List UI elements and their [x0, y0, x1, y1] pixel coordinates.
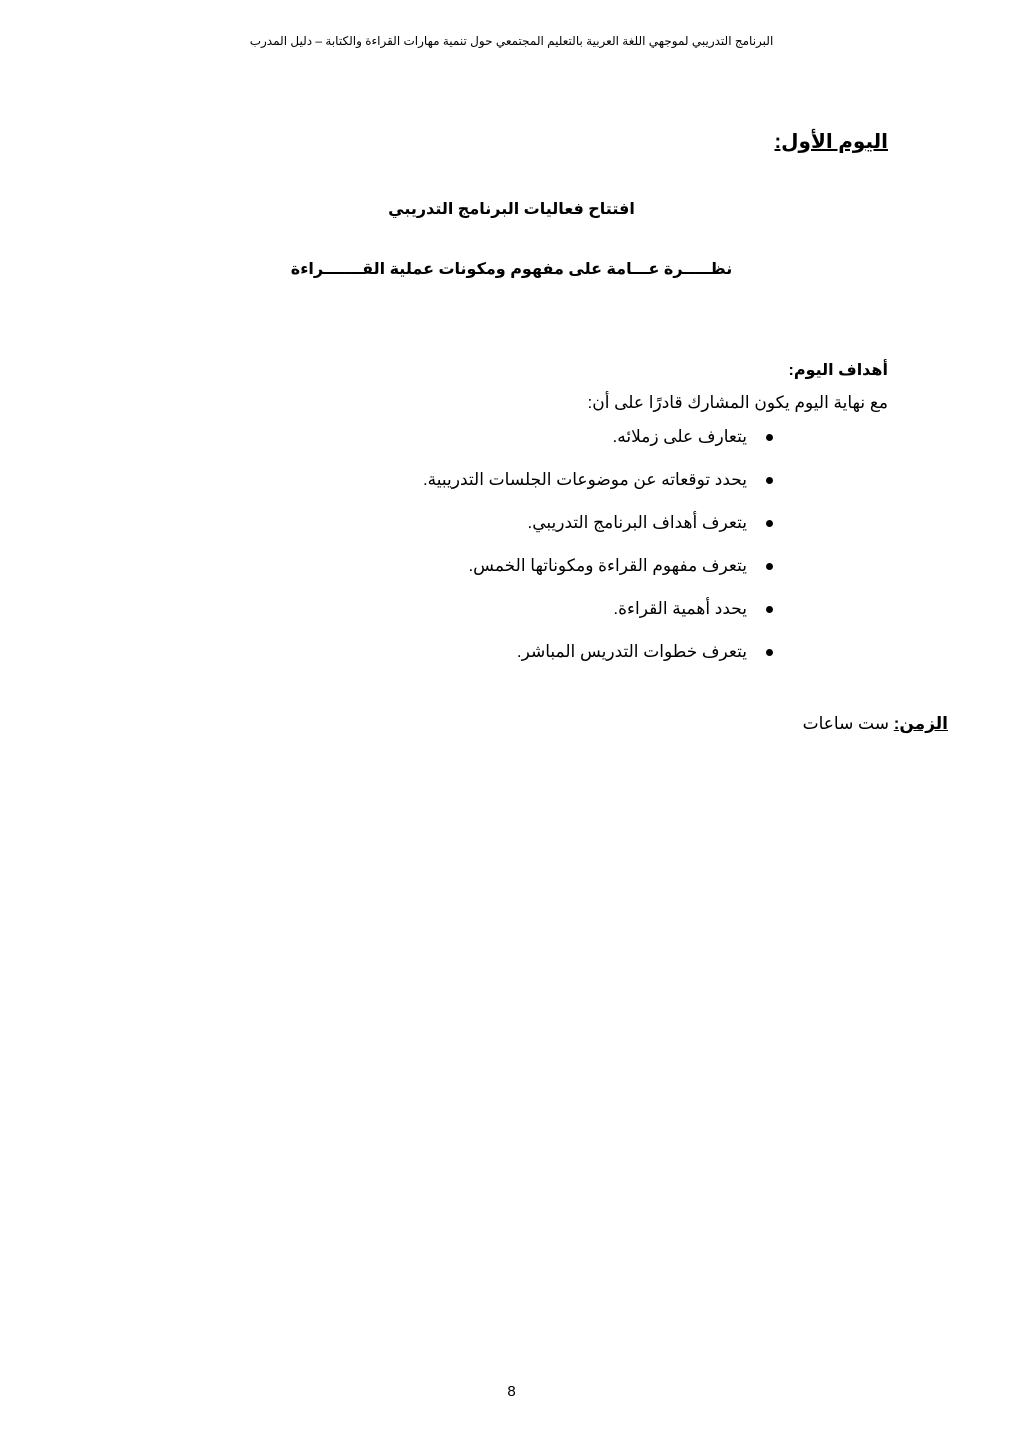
- session-title-reading-overview: نظـــــرة عـــامة على مفهوم ومكونات عملية القـــــــراءة: [290, 261, 733, 278]
- bullet-icon: [766, 606, 773, 613]
- objective-item: [423, 425, 773, 468]
- objectives-list: [423, 425, 773, 683]
- day-title: اليوم الأول:: [774, 131, 888, 153]
- bullet-icon: [766, 520, 773, 527]
- objective-text: يتعرف مفهوم القراءة ومكوناتها الخمس.: [468, 556, 747, 575]
- bullet-icon: [766, 649, 773, 656]
- objectives-heading: أهداف اليوم:: [788, 362, 888, 379]
- session-title-opening: افتتاح فعاليات البرنامج التدريبي: [388, 201, 635, 218]
- bullet-icon: [766, 434, 773, 441]
- objective-text: يتعرف خطوات التدريس المباشر.: [516, 642, 747, 661]
- objectives-intro: مع نهاية اليوم يكون المشارك قادرًا على أن:: [587, 393, 888, 412]
- page-number: 8: [507, 1383, 516, 1400]
- time-value: ست ساعات: [802, 714, 889, 733]
- objective-item: [423, 468, 773, 511]
- time-line: [803, 711, 948, 737]
- running-header: البرنامج التدريبي لموجهي اللغة العربية بالتعليم المجتمعي حول تنمية مهارات القراءة والكتابة – دليل المدرب: [249, 34, 774, 48]
- objective-item: [423, 597, 773, 640]
- bullet-icon: [766, 477, 773, 484]
- objective-text: يحدد أهمية القراءة.: [613, 599, 747, 618]
- time-label: الزمن:: [893, 714, 948, 733]
- objective-item: [423, 511, 773, 554]
- objective-item: [423, 640, 773, 683]
- bullet-icon: [766, 563, 773, 570]
- objective-text: يتعرف أهداف البرنامج التدريبي.: [527, 513, 747, 532]
- objective-text: يتعارف على زملائه.: [612, 427, 747, 446]
- objective-item: [423, 554, 773, 597]
- objective-text: يحدد توقعاته عن موضوعات الجلسات التدريبية.: [422, 470, 747, 489]
